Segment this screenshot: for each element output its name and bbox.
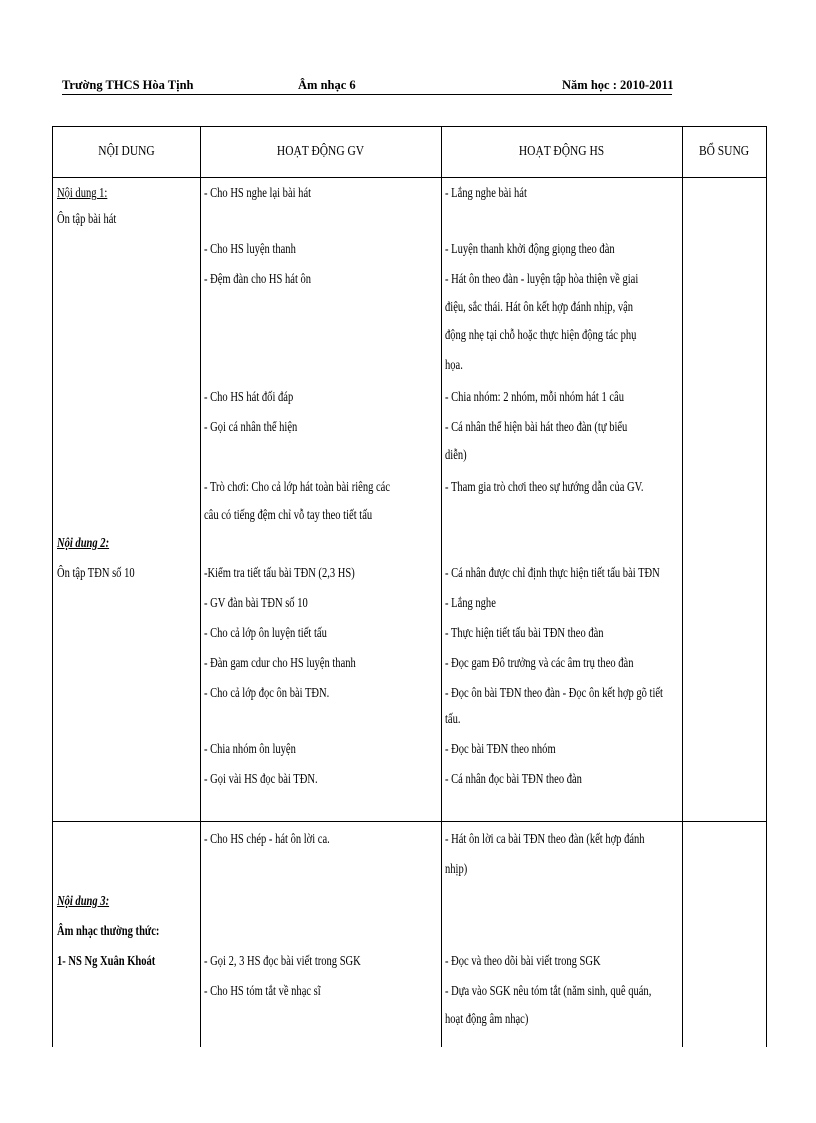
hs-item: - Thực hiện tiết tấu bài TĐN theo đàn [445,625,604,640]
header-row-divider [53,177,766,178]
gv-item: câu có tiếng đệm chỉ vỗ tay theo tiết tấu [204,507,373,522]
hs-item: - Hát ôn lời ca bài TĐN theo đàn (kết hợp đánh [445,831,645,846]
hs-item: - Hát ôn theo đàn - luyện tập hòa thiện về giai [445,271,639,286]
hs-item: - Đọc bài TĐN theo nhóm [445,741,556,756]
gv-item: - Đàn gam cdur cho HS luyện thanh [204,655,356,670]
lesson-table [52,126,767,1047]
gv-item: - Chia nhóm ôn luyện [204,741,296,756]
column-divider [682,127,683,1047]
hs-item: - Lắng nghe [445,595,496,610]
hs-item: - Chia nhóm: 2 nhóm, mỗi nhóm hát 1 câu [445,389,624,404]
gv-item: - Cho cả lớp đọc ôn bài TĐN. [204,685,330,700]
section3-subtitle-2: 1- NS Ng Xuân Khoát [57,953,156,968]
hs-item: - Tham gia trò chơi theo sự hướng dẫn của GV. [445,479,644,494]
section2-title: Nội dung 2: [57,535,110,550]
gv-item: - Cho cả lớp ôn luyện tiết tấu [204,625,327,640]
gv-item: - Đệm đàn cho HS hát ôn [204,271,312,286]
gv-item: - Cho HS luyện thanh [204,241,296,256]
hs-item: - Đọc gam Đô trưởng và các âm trụ theo đàn [445,655,634,670]
hs-item: - Cá nhân đọc bài TĐN theo đàn [445,771,582,786]
school-name: Trường THCS Hòa Tịnh [62,78,194,92]
gv-item: - Cho HS hát đối đáp [204,389,294,404]
column-divider [441,127,442,1047]
gv-item: -Kiểm tra tiết tấu bài TĐN (2,3 HS) [204,565,355,580]
gv-item: - Cho HS nghe lại bài hát [204,185,312,200]
hs-item: điệu, sắc thái. Hát ôn kết hợp đánh nhịp, vận [445,299,634,314]
hs-item: hoạt động âm nhạc) [445,1011,529,1026]
hs-item: họa. [445,357,463,372]
section2-subtitle: Ôn tập TĐN số 10 [57,565,135,580]
gv-item: - Cho HS chép - hát ôn lời ca. [204,831,330,846]
hs-item: - Luyện thanh khởi động giọng theo đàn [445,241,615,256]
column-divider [200,127,201,1047]
hs-item: tấu. [445,711,461,726]
gv-item: - Gọi cá nhân thể hiện [204,419,298,434]
section3-subtitle: Âm nhạc thường thức: [57,923,160,938]
gv-item: - GV đàn bài TĐN số 10 [204,595,308,610]
section3-title: Nội dung 3: [57,893,110,908]
hs-item: - Đọc và theo dõi bài viết trong SGK [445,953,601,968]
hs-item: - Cá nhân được chỉ định thực hiện tiết tấu bài TĐN [445,565,660,580]
gv-item: - Trò chơi: Cho cả lớp hát toàn bài riêng các [204,479,391,494]
hs-item: nhịp) [445,861,468,876]
column-header-student: HOẠT ĐỘNG HS [518,144,605,159]
column-header-teacher: HOẠT ĐỘNG GV [276,144,365,159]
subject-name: Âm nhạc 6 [298,78,356,92]
hs-item: diễn) [445,447,467,462]
row-divider [53,821,766,822]
hs-item: - Dựa vào SGK nêu tóm tắt (năm sinh, quê quán, [445,983,652,998]
hs-item: động nhẹ tại chỗ hoặc thực hiện động tác phụ [445,327,637,342]
gv-item: - Gọi vài HS đọc bài TĐN. [204,771,318,786]
column-header-notes: BỔ SUNG [698,144,750,159]
hs-item: - Đọc ôn bài TĐN theo đàn - Đọc ôn kết hợp gõ tiết [445,685,663,700]
section1-subtitle: Ôn tập bài hát [57,211,117,226]
gv-item: - Gọi 2, 3 HS đọc bài viết trong SGK [204,953,361,968]
column-header-content: NỘI DUNG [98,144,155,159]
hs-item: - Cá nhân thể hiện bài hát theo đàn (tự biểu [445,419,628,434]
school-year: Năm học : 2010-2011 [562,78,674,92]
gv-item: - Cho HS tóm tắt về nhạc sĩ [204,983,321,998]
header-underline [62,94,672,95]
hs-item: - Lắng nghe bài hát [445,185,527,200]
section1-title: Nội dung 1: [57,185,108,200]
